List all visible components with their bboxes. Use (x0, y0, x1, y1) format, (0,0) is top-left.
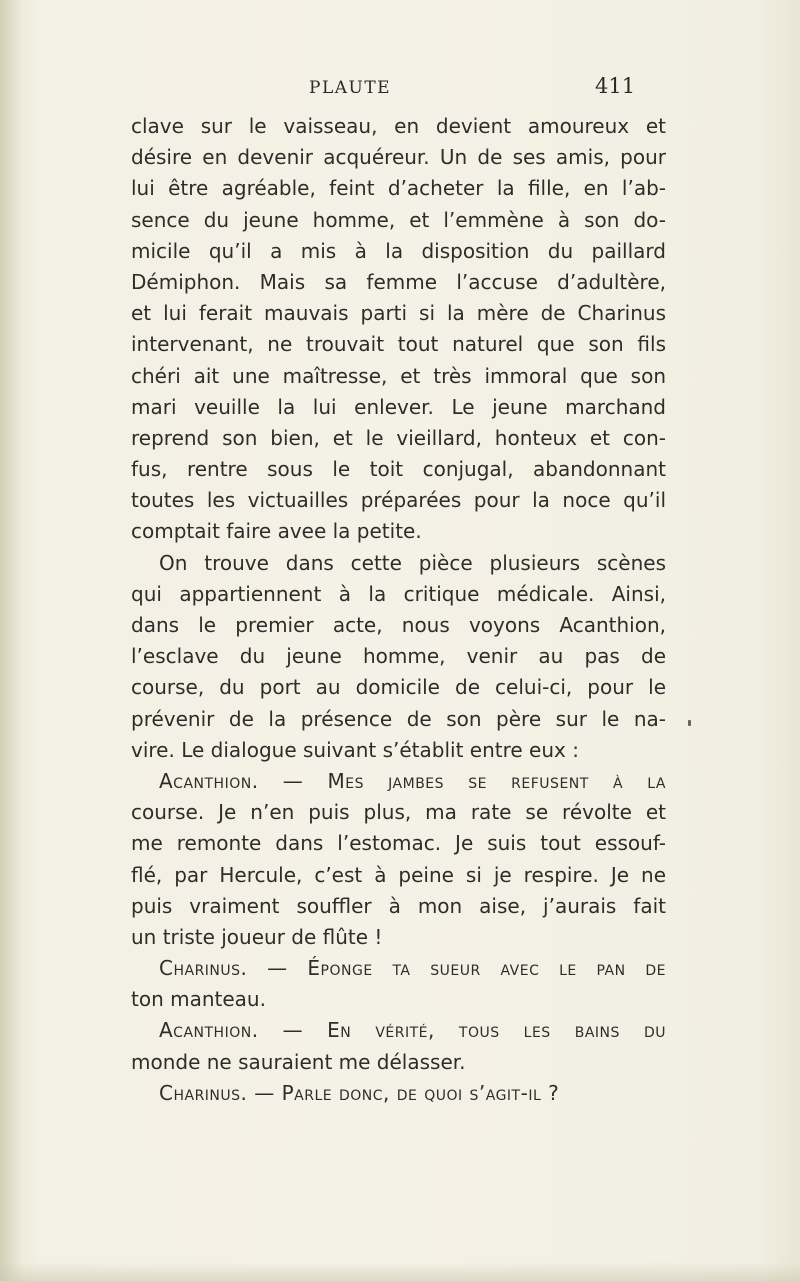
text-line: chéri ait une maîtresse, et très immoral que son (131, 363, 666, 388)
text-line: course. Je n’en puis plus, ma rate se révolte et (131, 800, 666, 825)
text-line: fus, rentre sous le toit conjugal, abandonnant (131, 457, 666, 482)
dialogue-line: Charinus. — Parle donc, de quoi s’agit-il ? (159, 1080, 560, 1105)
text-line: On trouve dans cette pièce plusieurs scènes (159, 550, 666, 575)
text-line: vire. Le dialogue suivant s’établit entre eux : (131, 737, 579, 762)
text-line: reprend son bien, et le vieillard, honteux et con- (131, 425, 666, 450)
page-number: 411 (595, 74, 636, 98)
margin-mark (688, 720, 691, 726)
text-line: puis vraiment souffler à mon aise, j’aurais fait (131, 893, 666, 918)
dialogue-line: Charinus. — Éponge ta sueur avec le pan de (159, 956, 666, 981)
text-line: mari veuille la lui enlever. Le jeune marchand (131, 394, 666, 419)
text-line: flé, par Hercule, c’est à peine si je respire. Je ne (131, 862, 666, 887)
text-line: monde ne sauraient me délasser. (131, 1049, 466, 1074)
text-line: sence du jeune homme, et l’emmène à son do- (131, 207, 666, 232)
text-line: comptait faire avee la petite. (131, 519, 422, 544)
text-line: course, du port au domicile de celui-ci, pour le (131, 675, 666, 700)
text-line: lui être agréable, feint d’acheter la fille, en l’ab- (131, 176, 666, 201)
text-line: un triste joueur de flûte ! (131, 924, 383, 949)
text-line: micile qu’il a mis à la disposition du paillard (131, 238, 666, 263)
text-line: Démiphon. Mais sa femme l’accuse d’adultère, (131, 269, 666, 294)
text-line: l’esclave du jeune homme, venir au pas de (131, 644, 666, 669)
running-title: PLAUTE (309, 78, 392, 98)
dialogue-line: Acanthion. — En vérité, tous les bains du (159, 1018, 666, 1043)
page-bottom-edge (0, 1262, 800, 1281)
text-line: ton manteau. (131, 987, 266, 1012)
text-line: qui appartiennent à la critique médicale. Ainsi, (131, 581, 666, 606)
body-text (131, 111, 666, 1109)
text-line: clave sur le vaisseau, en devient amoureux et (131, 114, 666, 138)
text-line: me remonte dans l’estomac. Je suis tout essouf- (131, 831, 666, 856)
text-line: dans le premier acte, nous voyons Acanthion, (131, 613, 666, 637)
text-line: prévenir de la présence de son père sur le na- (131, 706, 666, 731)
text-line: désire en devenir acquéreur. Un de ses amis, pour (131, 145, 666, 170)
dialogue-line: Acanthion. — Mes jambes se refusent à la (159, 768, 666, 793)
text-line: toutes les victuailles préparées pour la noce qu’il (131, 488, 666, 513)
text-line: et lui ferait mauvais parti si la mère de Charinus (131, 301, 666, 326)
spine-shadow (0, 0, 22, 1281)
text-line: intervenant, ne trouvait tout naturel que son fils (131, 332, 666, 357)
page-header (0, 74, 800, 104)
